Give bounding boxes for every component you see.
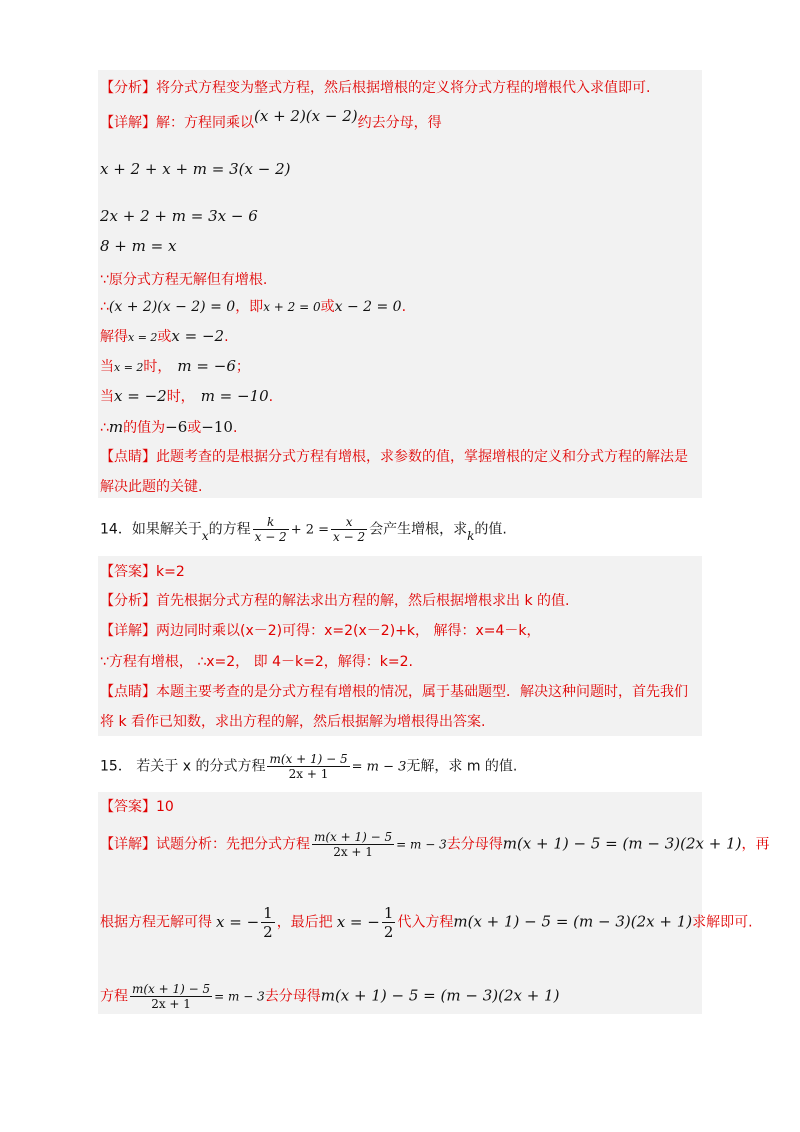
fraction-main bbox=[267, 752, 349, 781]
therefore-symbol: ∴ bbox=[100, 299, 109, 315]
or-word: 或 bbox=[187, 420, 202, 436]
answer-value: k=2 bbox=[156, 564, 185, 580]
equation-rhs: = m − 3 bbox=[214, 989, 265, 1004]
fraction-main bbox=[130, 982, 212, 1011]
question-text-b: 无解，求 m 的值. bbox=[406, 758, 518, 775]
fraction-numerator: k bbox=[253, 515, 289, 530]
answer-tag: 【答案】 bbox=[100, 564, 156, 580]
question-text-b: 的方程 bbox=[208, 521, 251, 538]
q13-eq3: 8 + m = x bbox=[100, 237, 177, 255]
line2-text-b: ，最后把 bbox=[276, 914, 333, 931]
when1-m: m = −6 bbox=[177, 357, 236, 375]
fraction-half bbox=[261, 904, 275, 941]
fraction-x bbox=[331, 515, 367, 544]
detail-text: 两边同时乘以(x－2)可得：x=2(x－2)+k， 解得：x=4－k， bbox=[156, 623, 541, 639]
period: . bbox=[232, 420, 238, 436]
q14-detail-line bbox=[100, 622, 540, 640]
q14-comment-line2: 将 k 看作已知数，求出方程的解，然后根据解为增根得出答案. bbox=[100, 714, 486, 730]
q13-comment-line2: 解决此题的关键. bbox=[100, 479, 203, 495]
q13-when1-line bbox=[100, 357, 250, 377]
comment-tag: 【点睛】 bbox=[100, 684, 156, 700]
q13-eq1: x + 2 + x + m = 3(x − 2) bbox=[100, 160, 291, 178]
comment-tag: 【点睛】 bbox=[100, 449, 156, 465]
equation-rhs: = m − 3 bbox=[396, 837, 447, 852]
q13-comment-line1 bbox=[100, 448, 688, 466]
q15-answer-line bbox=[100, 798, 174, 816]
when-suffix: 时， bbox=[166, 389, 195, 405]
final-label: 的值为 bbox=[123, 420, 166, 436]
comment-text: 此题考查的是根据分式方程有增根，求参数的值，掌握增根的定义和分式方程的解法是 bbox=[156, 449, 688, 465]
analysis-text: 将分式方程变为整式方程，然后根据增根的定义将分式方程的增根代入求值即可. bbox=[156, 80, 651, 96]
fraction-numerator: 1 bbox=[383, 904, 394, 922]
detail-expr: m(x + 1) − 5 = (m − 3)(2x + 1) bbox=[453, 912, 693, 931]
answer-tag: 【答案】 bbox=[100, 799, 156, 815]
fraction-denominator: 2x + 1 bbox=[288, 767, 329, 781]
q13-when2-line bbox=[100, 387, 273, 406]
line2-text-a: 根据方程无解可得 bbox=[100, 914, 212, 931]
or-word: 或 bbox=[157, 329, 172, 345]
period: . bbox=[401, 299, 407, 315]
x-equals: x = − bbox=[216, 912, 260, 931]
detail-text-a: 试题分析：先把分式方程 bbox=[156, 836, 310, 853]
fraction-numerator: 1 bbox=[263, 904, 273, 922]
q13-detail-line bbox=[100, 107, 442, 132]
line3-text-a: 方程 bbox=[100, 988, 128, 1005]
question-var-k: k bbox=[467, 528, 475, 543]
equation-middle: + 2 = bbox=[290, 522, 330, 538]
q14-comment-line1 bbox=[100, 683, 688, 701]
detail-text-c: ，再 bbox=[741, 836, 770, 853]
question-var-x: x bbox=[201, 528, 209, 543]
q13-therefore-line bbox=[100, 298, 406, 316]
answer-value: 10 bbox=[156, 799, 174, 815]
semicolon: ； bbox=[235, 359, 250, 375]
q13-analysis-line bbox=[100, 79, 650, 97]
line2-text-d: 求解即可. bbox=[692, 914, 753, 931]
question-text-c: 会产生增根，求 bbox=[369, 521, 468, 538]
q14-analysis-line bbox=[100, 592, 569, 610]
solve-x1: x = 2 bbox=[128, 331, 158, 344]
q14-because-line: ∵方程有增根， ∴x=2， 即 4－k=2，解得：k=2. bbox=[100, 654, 413, 670]
q13-eq2: 2x + 2 + m = 3x − 6 bbox=[100, 207, 258, 225]
fraction-denominator: x − 2 bbox=[254, 530, 287, 544]
line3-text-b: 去分母得 bbox=[264, 988, 321, 1005]
q14-solution-block bbox=[98, 556, 702, 736]
q13-solve-line bbox=[100, 327, 229, 347]
fraction-k bbox=[253, 515, 289, 544]
fraction-numerator: m(x + 1) − 5 bbox=[269, 752, 348, 766]
solve-x2: x = −2 bbox=[171, 327, 225, 345]
comment-text: 本题主要考查的是分式方程有增根的情况，属于基础题型．解决这种问题时，首先我们 bbox=[156, 684, 688, 700]
therefore-eq1: x + 2 = 0 bbox=[263, 300, 321, 314]
fraction-denominator: 2x + 1 bbox=[151, 997, 191, 1011]
fraction-denominator: 2x + 1 bbox=[333, 845, 373, 859]
when2-m: m = −10 bbox=[200, 387, 269, 405]
when2-x: x = −2 bbox=[114, 387, 167, 405]
or-word: 或 bbox=[320, 299, 335, 315]
solve-label: 解得 bbox=[100, 329, 128, 345]
fraction-half bbox=[382, 904, 396, 941]
final-m: m bbox=[108, 418, 124, 436]
final-v2: −10 bbox=[201, 418, 233, 436]
equation-rhs: = m − 3 bbox=[351, 759, 407, 775]
detail-text-b: 约去分母，得 bbox=[357, 115, 442, 131]
fraction-numerator: x bbox=[331, 515, 367, 530]
period: . bbox=[224, 329, 229, 345]
detail-tag: 【详解】 bbox=[100, 836, 156, 853]
question-text-d: 的值. bbox=[474, 521, 507, 538]
fraction-denominator: x − 2 bbox=[333, 530, 366, 544]
detail-expr: (x + 2)(x − 2) bbox=[254, 107, 358, 125]
q13-because: ∵原分式方程无解但有增根. bbox=[100, 272, 268, 288]
detail-expr: m(x + 1) − 5 = (m − 3)(2x + 1) bbox=[320, 986, 560, 1005]
q15-line2 bbox=[100, 904, 753, 941]
therefore-eq2: x − 2 = 0 bbox=[334, 299, 402, 315]
detail-text-b: 去分母得 bbox=[446, 836, 503, 853]
when1-x: x = 2 bbox=[114, 361, 144, 374]
analysis-tag: 【分析】 bbox=[100, 80, 156, 96]
question-text-a: 15． 若关于 x 的分式方程 bbox=[100, 758, 266, 775]
fraction-main bbox=[312, 830, 394, 859]
q14-question bbox=[100, 515, 507, 544]
when-label: 当 bbox=[100, 359, 114, 375]
detail-expr: m(x + 1) − 5 = (m − 3)(2x + 1) bbox=[502, 834, 742, 853]
q13-final-line bbox=[100, 418, 237, 437]
detail-tag: 【详解】 bbox=[100, 623, 156, 639]
final-v1: −6 bbox=[165, 418, 188, 436]
therefore-symbol: ∴ bbox=[100, 420, 109, 436]
detail-text-a: 解：方程同乘以 bbox=[156, 115, 254, 131]
when-label: 当 bbox=[100, 389, 114, 405]
therefore-mid: ，即 bbox=[235, 299, 264, 315]
fraction-numerator: m(x + 1) − 5 bbox=[314, 830, 393, 844]
fraction-numerator: m(x + 1) − 5 bbox=[132, 982, 211, 996]
fraction-denominator: 2 bbox=[263, 923, 273, 941]
q15-line3 bbox=[100, 982, 559, 1011]
q15-detail-line bbox=[100, 830, 769, 859]
detail-tag: 【详解】 bbox=[100, 115, 156, 131]
q15-solution-block bbox=[98, 792, 702, 1014]
period: . bbox=[268, 389, 274, 405]
therefore-expr: (x + 2)(x − 2) = 0 bbox=[108, 299, 236, 315]
analysis-tag: 【分析】 bbox=[100, 593, 156, 609]
x-equals: x = − bbox=[336, 912, 380, 931]
q15-question bbox=[100, 752, 517, 781]
line2-text-c: 代入方程 bbox=[397, 914, 454, 931]
fraction-denominator: 2 bbox=[383, 923, 394, 941]
when-suffix: 时， bbox=[143, 359, 172, 375]
q14-answer-line bbox=[100, 563, 185, 581]
analysis-text: 首先根据分式方程的解法求出方程的解，然后根据增根求出 k 的值. bbox=[156, 593, 570, 609]
question-text-a: 14．如果解关于 bbox=[100, 521, 202, 538]
